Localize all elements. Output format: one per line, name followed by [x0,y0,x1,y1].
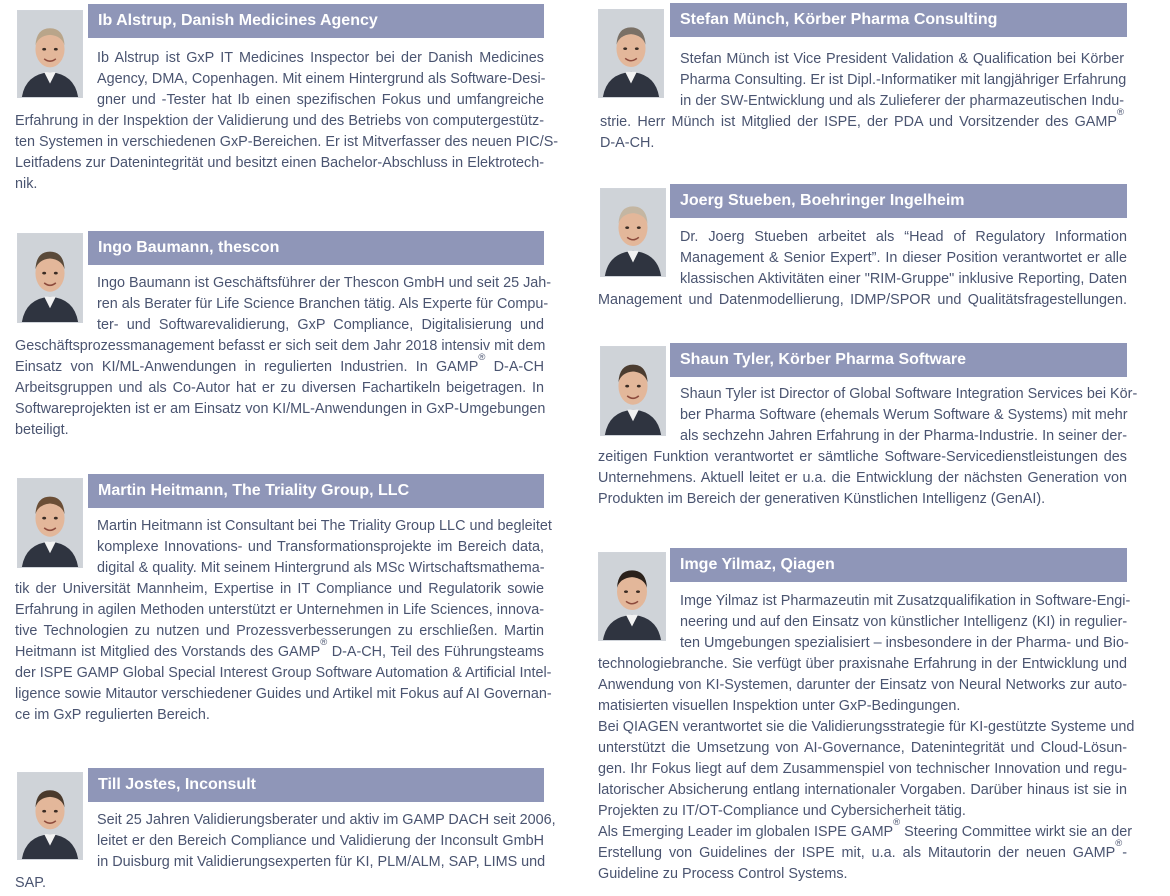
bio-line: Shaun Tyler ist Director of Global Software Integration Services bei Kör- [680,386,1138,402]
bio-line: Erfahrung in agilen Methoden unterstützt er Unternehmen in Life Sciences, innova- [15,602,544,618]
speaker-name-heading: Joerg Stueben, Boehringer Ingelheim [670,184,1127,218]
bio-line: Unternehmens. Aktuell leitet er u.a. die Entwicklung der nächsten Generation von [598,470,1127,486]
bio-line: latorischer Absicherung entlang internationaler Vorgaben. Darüber hinaus ist sie in [598,782,1127,798]
portrait-icon [598,552,666,641]
bio-line: Erstellung von Guidelines der ISPE mit, u.a. als Mitautorin der neuen GAMP®- [598,838,1127,861]
bio-line: Stefan Münch ist Vice President Validation & Qualification bei Körber [680,51,1124,67]
bio-line: Arbeitsgruppen und als Co-Autor hat er zu diversen Fachartikeln beigetragen. In [15,380,544,396]
bio-line: ce im GxP regulierten Bereich. [15,707,210,723]
bio-line: Produkten im Bereich der generativen Künstlichen Intelligenz (GenAI). [598,491,1046,507]
speaker-name-heading: Stefan Münch, Körber Pharma Consulting [670,3,1127,37]
portrait-icon [600,346,666,436]
bio-line: D-A-CH. [600,135,655,151]
bio-line: zeitigen Funktion verantwortet er sämtliche Software-Servicedienstleistungen des [598,449,1127,465]
bio-line: Martin Heitmann ist Consultant bei The Triality Group LLC und begleitet [97,518,552,534]
bio-line: leitet er den Bereich Compliance und Validierung der Inconsult GmbH [97,833,544,849]
bio-line: Anwendung von KI-Systemen, darunter der Einsatz von Neural Networks zur auto- [598,677,1127,693]
speaker-name-heading: Martin Heitmann, The Triality Group, LLC [88,474,544,508]
bio-line: Management & Senior Expert”. In dieser Position verantwortet er alle [680,250,1127,266]
bio-line: Management und Datenmodellierung, IDMP/SPOR und Qualitätsfragestellungen. [598,292,1127,308]
bio-line: Agency, DMA, Copenhagen. Mit einem Hintergrund als Software-Desi- [97,71,546,87]
portrait-icon [17,478,83,568]
bio-line: Als Emerging Leader im globalen ISPE GAMP® Steering Committee wirkt sie an der [598,817,1133,840]
bio-line: Erfahrung in der Inspektion der Validierung und des Betriebs von computergestütz- [15,113,544,129]
bio-line: ter- und Softwarevalidierung, GxP Compliance, Digitalisierung und [97,317,544,333]
portrait-icon [17,10,83,98]
bio-line: ligence sowie Mitautor verschiedener Guides und Artikel mit Fokus auf AI Governan- [15,686,552,702]
bio-line: ten Systemen in verschiedenen GxP-Bereichen. Er ist Mitverfasser des neuen PIC/S- [15,134,559,150]
bio-line: SAP. [15,875,46,891]
bio-line: technologiebranche. Sie verfügt über praxisnahe Erfahrung in der Entwicklung und [598,656,1127,672]
bio-line: ren als Berater für Life Science Branchen tätig. Als Experte für Compu- [97,296,549,312]
speaker-name-heading: Ib Alstrup, Danish Medicines Agency [88,4,544,38]
bio-line: digital & quality. Mit seinem Hintergrund als MSc Wirtschaftsmathema- [97,560,545,576]
bio-line: in Duisburg mit Validierungsexperten für KI, PLM/ALM, SAP, LIMS und [97,854,546,870]
bio-line: neering und auf den Einsatz von künstlicher Intelligenz (KI) in regulier- [680,614,1128,630]
bio-line: Pharma Consulting. Er ist Dipl.-Informatiker mit langjähriger Erfahrung [680,72,1127,88]
bio-line: Projekten zu IT/OT-Compliance und Cybersicherheit tätig. [598,803,966,819]
bio-line: Leitfadens zur Datenintegrität und besitzt einen Bachelor-Abschluss in Elektrotech- [15,155,544,171]
bio-line: gner und -Tester hat Ib einen spezifischen Fokus und umfangreiche [97,92,544,108]
bio-line: klassischen Aktivitäten einer "RIM-Gruppe" inklusive Reporting, Daten [680,271,1127,287]
bio-line: Einsatz von KI/ML-Anwendungen in regulierten Industrien. In GAMP® D-A-CH [15,352,544,375]
speaker-name-heading: Imge Yilmaz, Qiagen [670,548,1127,582]
bio-line: strie. Herr Münch ist Mitglied der ISPE, der PDA und Vorsitzender des GAMP® [600,107,1124,130]
bio-line: tive Technologien zu nutzen und Prozessverbesserungen zu erschließen. Martin [15,623,544,639]
bio-line: Softwareprojekten ist er am Einsatz von KI/ML-Anwendungen in GxP-Umgebungen [15,401,546,417]
bio-line: Bei QIAGEN verantwortet sie die Validierungsstrategie für KI-gestützte Systeme und [598,719,1135,735]
bio-line: unterstützt die Umsetzung von AI-Governance, Datenintegrität und Cloud-Lösun- [598,740,1127,756]
bio-line: als sechzehn Jahren Erfahrung in der Pharma-Industrie. In seiner der- [680,428,1127,444]
bio-line: ber Pharma Software (ehemals Werum Software & Systems) mit mehr [680,407,1128,423]
speaker-name-heading: Till Jostes, Inconsult [88,768,544,802]
bio-line: nik. [15,176,38,192]
portrait-icon [17,772,83,860]
bio-line: Ingo Baumann ist Geschäftsführer der Thescon GmbH und seit 25 Jah- [97,275,552,291]
portrait-icon [600,188,666,277]
speaker-name-heading: Ingo Baumann, thescon [88,231,544,265]
bio-line: Guideline zu Process Control Systems. [598,866,848,882]
bio-line: Heitmann ist Mitglied des Vorstands des GAMP® D-A-CH, Teil des Führungsteams [15,637,544,660]
bio-line: Ib Alstrup ist GxP IT Medicines Inspector bei der Danish Medicines [97,50,544,66]
bio-line: beteiligt. [15,422,69,438]
bio-line: ten Umgebungen spezialisiert – insbesondere in der Pharma- und Bio- [680,635,1129,651]
bio-line: tik der Universität Mannheim, Expertise in IT Compliance und Regulatorik sowie [15,581,544,597]
bio-line: Dr. Joerg Stueben arbeitet als “Head of Regulatory Information [680,229,1127,245]
bio-line: in der SW-Entwicklung und als Zulieferer der pharmazeutischen Indu- [680,93,1124,109]
speaker-name-heading: Shaun Tyler, Körber Pharma Software [670,343,1127,377]
portrait-icon [598,9,664,98]
bio-line: Seit 25 Jahren Validierungsberater und aktiv im GAMP DACH seit 2006, [97,812,556,828]
portrait-icon [17,233,83,323]
bio-line: Geschäftsprozessmanagement befasst er sich seit dem Jahr 2018 intensiv mit dem [15,338,546,354]
bio-line: komplexe Innovations- und Transformationsprojekte im Bereich data, [97,539,544,555]
bio-line: Imge Yilmaz ist Pharmazeutin mit Zusatzqualifikation in Software-Engi- [680,593,1131,609]
bio-line: gen. Ihr Fokus liegt auf dem Zusammenspiel von technischer Innovation und regu- [598,761,1127,777]
bio-line: matisierten visuellen Inspektion unter GxP-Bedingungen. [598,698,961,714]
bio-line: der ISPE GAMP Global Special Interest Group Software Automation & Artificial Intel- [15,665,552,681]
